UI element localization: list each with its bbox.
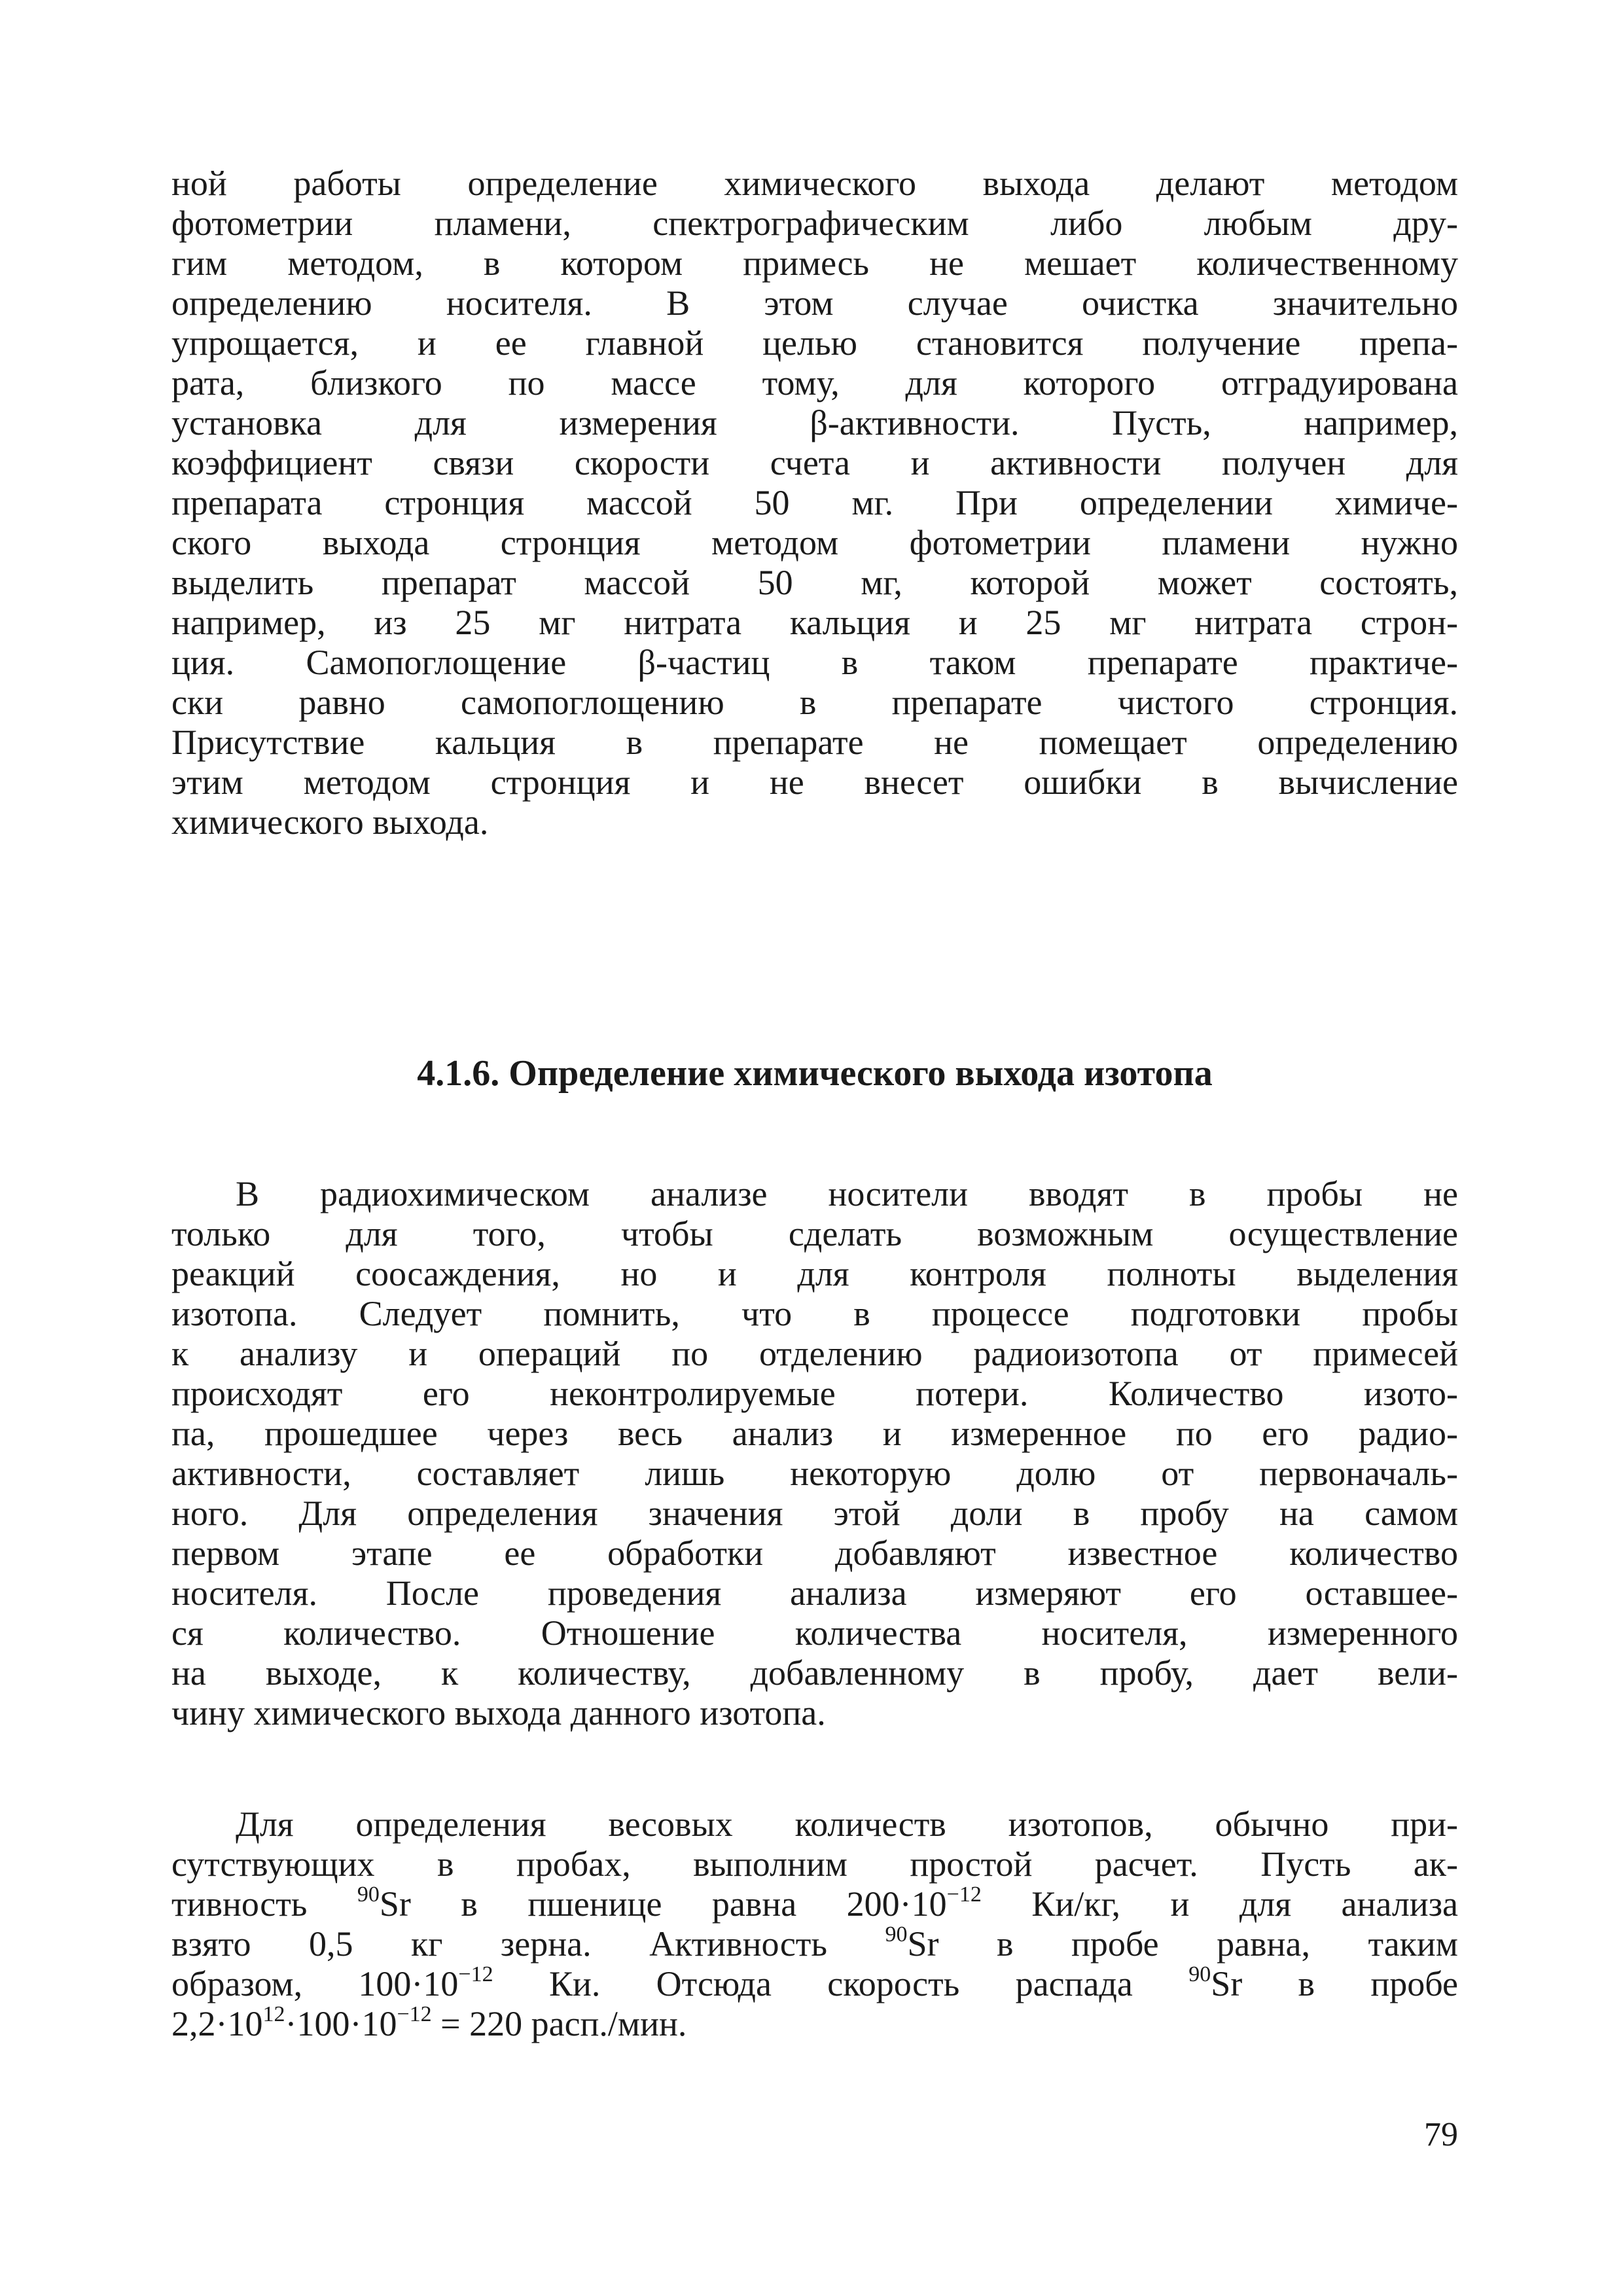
text-line: активности, составляет лишь некоторую долю от первоначаль- — [171, 1454, 1458, 1493]
text-line: коэффициент связи скорости счета и активности получен для — [171, 443, 1458, 482]
page-number: 79 — [1424, 2116, 1458, 2153]
text-line: Присутствие кальция в препарате не помещает определению — [171, 723, 1458, 762]
superscript: 12 — [262, 2002, 285, 2026]
text-line: ной работы определение химического выхода делают методом — [171, 164, 1458, 203]
text-line: фотометрии пламени, спектрографическим либо любым дру- — [171, 204, 1458, 243]
text-line: только для того, чтобы сделать возможным осуществление — [171, 1214, 1458, 1253]
paragraph-3 — [171, 1804, 1458, 2044]
text-line: ного. Для определения значения этой доли в пробу на самом — [171, 1494, 1458, 1533]
text-line: сутствующих в пробах, выполним простой расчет. Пусть ак- — [171, 1844, 1458, 1884]
text-line: например, из 25 мг нитрата кальция и 25 мг нитрата строн- — [171, 603, 1458, 642]
text-line: взято 0,5 кг зерна. Активность $^{90}$Sr в пробе равна, таким — [171, 1922, 1458, 1964]
text-line: $2,2\cdot 10^{12}\cdot 100\cdot 10^{-12} = 220$ расп./мин. — [171, 2002, 687, 2043]
text-line: химического выхода. — [171, 802, 489, 842]
text-line: первом этапе ее обработки добавляют известное количество — [171, 1534, 1458, 1573]
text-line: изотопа. Следует помнить, что в процессе подготовки пробы — [171, 1294, 1458, 1333]
text-line: ция. Самопоглощение β-частиц в таком препарате практиче- — [171, 643, 1458, 682]
text-line: ски равно самопоглощению в препарате чистого стронция. — [171, 683, 1458, 722]
text-line: В радиохимическом анализе носители вводят в пробы не — [236, 1174, 1458, 1213]
text-line: чину химического выхода данного изотопа. — [171, 1693, 826, 1732]
paragraph-1 — [171, 164, 1458, 842]
text-line: тивность $^{90}$Sr в пшенице равна $200\cdot 10^{-12}$ Ки/кг, и для анализа — [171, 1882, 1458, 1924]
superscript: −12 — [458, 1962, 493, 1986]
text-line: образом, $100\cdot 10^{-12}$ Ки. Отсюда скорость распада $^{90}$Sr в пробе — [171, 1962, 1458, 2003]
text-line: носителя. После проведения анализа измеряют его оставшее- — [171, 1573, 1458, 1613]
text-line: реакций соосаждения, но и для контроля полноты выделения — [171, 1254, 1458, 1293]
text-line: к анализу и операций по отделению радиоизотопа от примесей — [171, 1334, 1458, 1373]
superscript: −12 — [946, 1882, 982, 1907]
text-line: установка для измерения β-активности. Пусть, например, — [171, 403, 1458, 442]
text-line: определению носителя. В этом случае очистка значительно — [171, 283, 1458, 323]
text-line: Для определения весовых количеств изотопов, обычно при- — [236, 1804, 1458, 1844]
text-line: гим методом, в котором примесь не мешает количественному — [171, 243, 1458, 283]
section-heading: 4.1.6. Определение химического выхода изотопа — [417, 1053, 1213, 1094]
text-line: рата, близкого по массе тому, для которого отградуирована — [171, 363, 1458, 403]
text-line: происходят его неконтролируемые потери. Количество изото- — [171, 1374, 1458, 1413]
text-line: ского выхода стронция методом фотометрии пламени нужно — [171, 523, 1458, 562]
text-line: препарата стронция массой 50 мг. При определении химиче- — [171, 483, 1458, 522]
superscript: −12 — [397, 2002, 432, 2026]
text-line: этим методом стронция и не внесет ошибки в вычисление — [171, 762, 1458, 802]
text-line: на выходе, к количеству, добавленному в пробу, дает вели- — [171, 1653, 1458, 1693]
paragraph-2 — [171, 1174, 1458, 1733]
superscript: 90 — [1188, 1962, 1211, 1986]
superscript: 90 — [885, 1922, 908, 1946]
superscript: 90 — [357, 1882, 380, 1907]
text-line: выделить препарат массой 50 мг, которой может состоять, — [171, 563, 1458, 602]
text-line: ся количество. Отношение количества носителя, измеренного — [171, 1613, 1458, 1653]
text-line: упрощается, и ее главной целью становится получение препа- — [171, 323, 1458, 363]
text-line: па, прошедшее через весь анализ и измеренное по его радио- — [171, 1414, 1458, 1453]
